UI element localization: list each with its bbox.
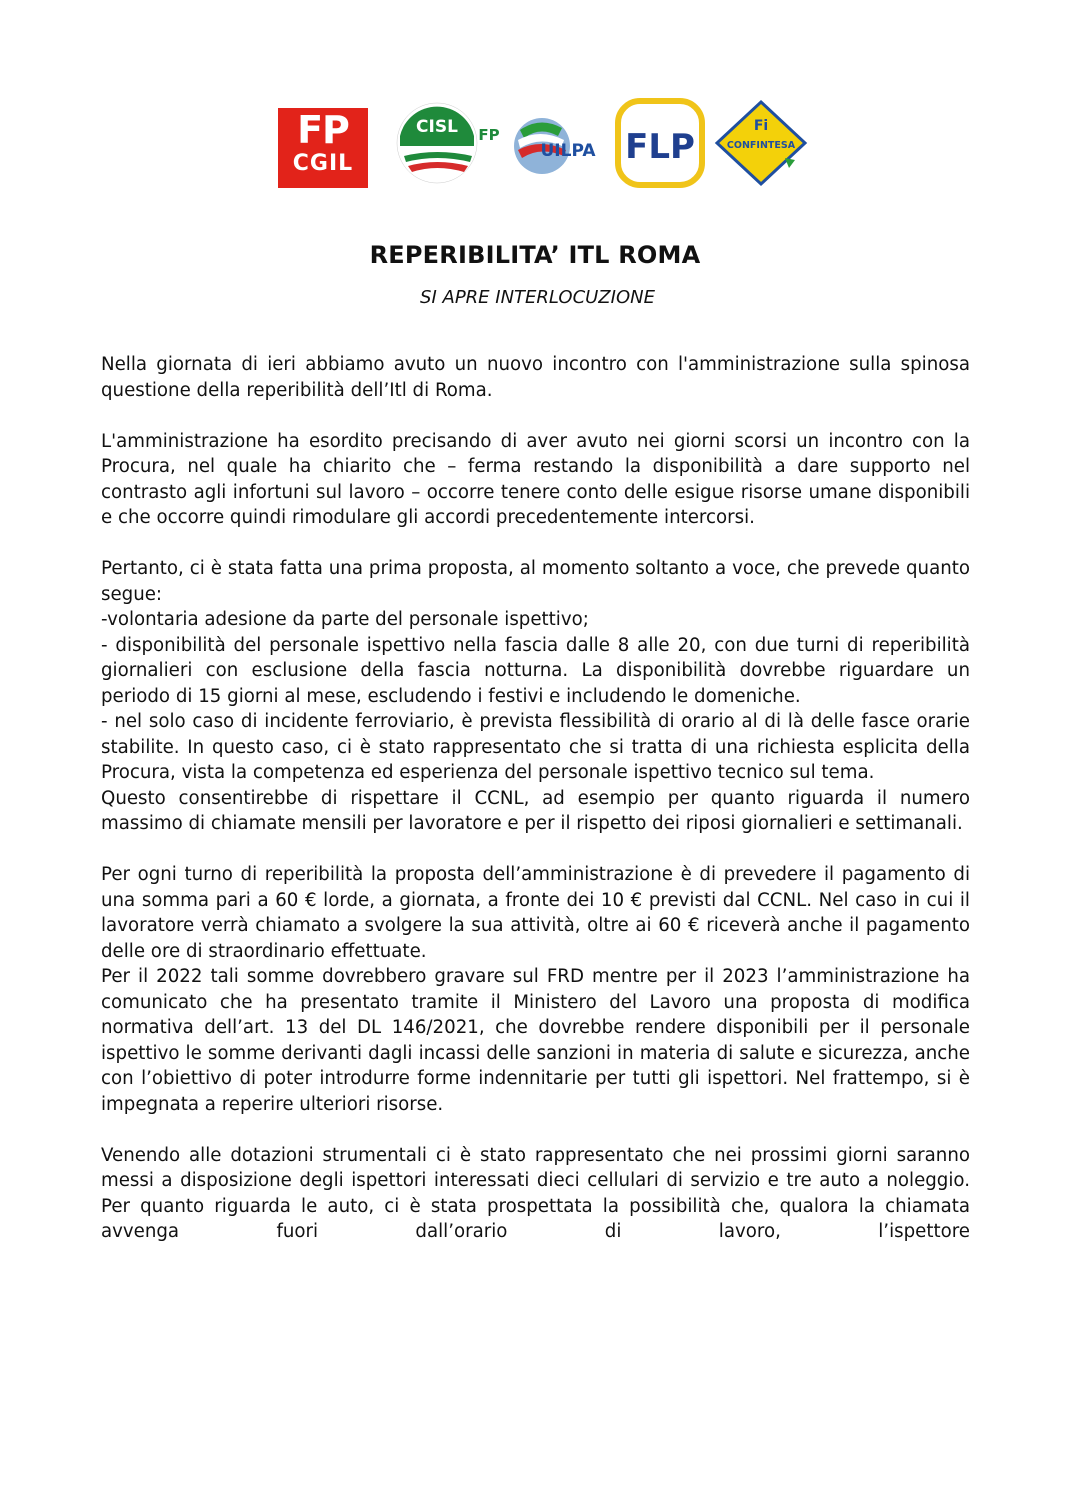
paragraph: Pertanto, ci è stata fatta una prima proposta, al momento soltanto a voce, che prevede quanto segue: xyxy=(101,558,970,605)
paragraph: Per ogni turno di reperibilità la proposta dell’amministrazione è di prevedere il pagamento di una somma pari a 60 € lorde, a giornata, a fronte dei 10 € previsti dal CCNL. Nel caso in cui il lavoratore verrà chiamato a svolgere la sua attività, oltre ai 60 € riceverà anche il pagamento delle ore di straordinario effettuate. xyxy=(101,864,970,962)
cisl-fp-logo xyxy=(392,98,500,188)
paragraph: Per il 2022 tali somme dovrebbero gravare sul FRD mentre per il 2023 l’amministrazione ha comunicato che ha presentato tramite il Ministero del Lavoro una proposta di modifica normativa dell’art. 13 del DL 146/2021, che dovrebbe rendere disponibili per il personale ispettivo le somme derivanti dagli incassi delle sanzioni in materia di salute e sicurezza, anche con l’obiettivo di poter introdurre forme indennitarie per tutti gli ispettori. Nel frattempo, si è impegnata a reperire ulteriori risorse. xyxy=(101,966,970,1115)
flp-logo-text: FLP xyxy=(625,127,695,167)
union-logos xyxy=(270,98,810,198)
confintesa-logo xyxy=(715,100,807,186)
uilpa-logo xyxy=(510,106,600,186)
document-subtitle: SI APRE INTERLOCUZIONE xyxy=(420,287,655,308)
uilpa-logo-text: UILPA xyxy=(540,141,596,161)
paragraph: Venendo alle dotazioni strumentali ci è stato rappresentato che nei prossimi giorni saranno messi a disposizione degli ispettori interessati dieci cellulari di servizio e tre auto a noleggio. Per quanto riguarda le auto, ci è stata prospettata la possibilità che, qualora la chiamata avvenga fuori dall’orario di lavoro, l’ispettore xyxy=(101,1144,970,1242)
paragraph: Questo consentirebbe di rispettare il CCNL, ad esempio per quanto riguarda il numero massimo di chiamate mensili per lavoratore e per il rispetto dei riposi giornalieri e settimanali. xyxy=(101,787,970,834)
flp-logo xyxy=(615,98,705,188)
fp-cgil-logo-line1: FP xyxy=(297,108,349,152)
cisl-fp-logo-fp-text: FP xyxy=(478,126,500,144)
list-item: - nel solo caso di incidente ferroviario, è prevista flessibilità di orario al di là delle fasce orarie stabilite. In questo caso, ci è stato rappresentato che si tratta di una richiesta esplicita della Procura, vista la competenza ed esperienza del personale ispettivo tecnico sul tema. xyxy=(101,711,970,783)
paragraph: L'amministrazione ha esordito precisando di aver avuto nei giorni scorsi un incontro con la Procura, nel quale ha chiarito che – ferma restando la disponibilità a dare supporto nel contrasto agli infortuni sul lavoro – occorre tenere conto delle esigue risorse umane disponibili e che occorre quindi rimodulare gli accordi precedentemente intercorsi. xyxy=(101,430,970,528)
confintesa-logo-text: CONFINTESA xyxy=(726,140,796,151)
cisl-fp-logo-cisl-text: CISL xyxy=(416,117,458,137)
fp-cgil-logo-line2: CGIL xyxy=(292,151,354,176)
fp-cgil-logo xyxy=(278,108,368,188)
paragraph: Nella giornata di ieri abbiamo avuto un nuovo incontro con l'amministrazione sulla spinosa questione della reperibilità dell’Itl di Roma. xyxy=(101,354,970,401)
list-item: - disponibilità del personale ispettivo nella fascia dalle 8 alle 20, con due turni di reperibilità giornalieri con esclusione della fascia notturna. La disponibilità dovrebbe riguardare un periodo di 15 giorni al mese, escludendo i festivi e includendo le domeniche. xyxy=(101,634,970,707)
document-body xyxy=(101,352,970,1245)
list-item: -volontaria adesione da parte del personale ispettivo; xyxy=(101,609,589,630)
document-title: REPERIBILITA’ ITL ROMA xyxy=(369,241,701,269)
svg-text:Fi: Fi xyxy=(753,118,769,134)
